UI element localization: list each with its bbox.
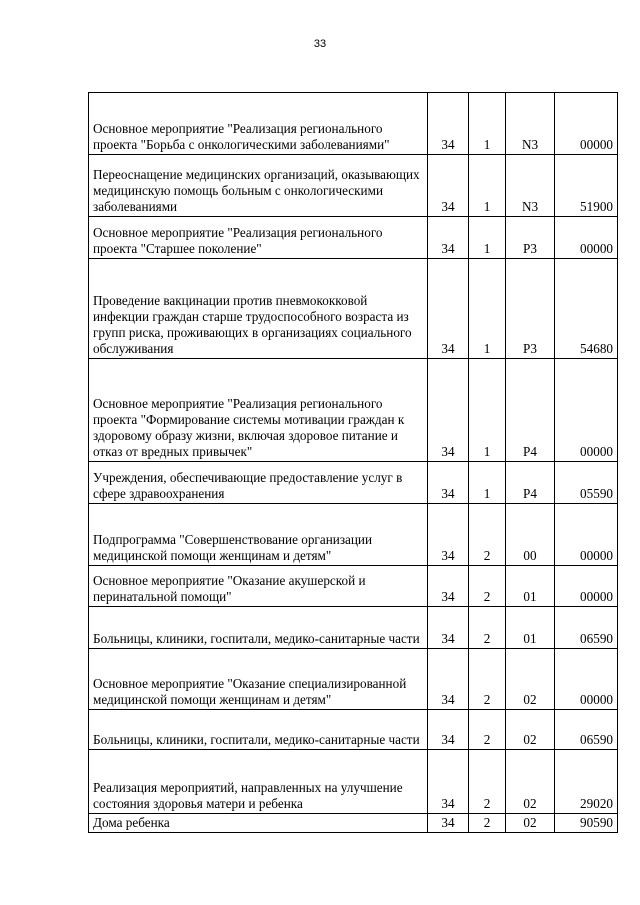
cell-code-1: 34	[428, 359, 469, 462]
cell-code-1: 34	[428, 649, 469, 710]
table-row	[89, 814, 618, 833]
cell-code-1: 34	[428, 750, 469, 814]
cell-code-3: 02	[506, 710, 555, 750]
row-name: Переоснащение медицинских организаций, оказывающих медицинскую помощь больным с онкологическими заболеваниями	[89, 155, 428, 217]
cell-code-1: 34	[428, 607, 469, 649]
row-name: Основное мероприятие "Реализация регионального проекта "Борьба с онкологическими заболеваниями"	[89, 93, 428, 155]
cell-code-4: 05590	[555, 462, 618, 504]
cell-code-1: 34	[428, 814, 469, 833]
cell-code-4: 29020	[555, 750, 618, 814]
row-name: Основное мероприятие "Реализация регионального проекта "Старшее поколение"	[89, 217, 428, 259]
row-name: Больницы, клиники, госпитали, медико-санитарные части	[89, 710, 428, 750]
cell-code-3: 02	[506, 750, 555, 814]
cell-code-2: 2	[469, 750, 506, 814]
table-row	[89, 259, 618, 359]
cell-code-4: 00000	[555, 566, 618, 607]
row-name: Дома ребенка	[89, 814, 428, 833]
cell-code-2: 1	[469, 155, 506, 217]
cell-code-3: 01	[506, 607, 555, 649]
cell-code-4: 51900	[555, 155, 618, 217]
table-row	[89, 359, 618, 462]
row-name: Проведение вакцинации против пневмококковой инфекции граждан старше трудоспособного возраста из групп риска, проживающих в организациях социального обслуживания	[89, 259, 428, 359]
cell-code-3: 00	[506, 504, 555, 566]
cell-code-1: 34	[428, 462, 469, 504]
cell-code-2: 2	[469, 504, 506, 566]
cell-code-3: N3	[506, 93, 555, 155]
row-name: Основное мероприятие "Оказание специализированной медицинской помощи женщинам и детям"	[89, 649, 428, 710]
cell-code-1: 34	[428, 155, 469, 217]
cell-code-2: 2	[469, 566, 506, 607]
cell-code-3: P3	[506, 259, 555, 359]
cell-code-2: 1	[469, 359, 506, 462]
cell-code-4: 00000	[555, 93, 618, 155]
cell-code-4: 54680	[555, 259, 618, 359]
cell-code-1: 34	[428, 93, 469, 155]
cell-code-2: 2	[469, 814, 506, 833]
cell-code-2: 2	[469, 710, 506, 750]
row-name: Подпрограмма "Совершенствование организации медицинской помощи женщинам и детям"	[89, 504, 428, 566]
table-row	[89, 155, 618, 217]
row-name: Основное мероприятие "Реализация регионального проекта "Формирование системы мотивации граждан к здоровому образу жизни, включая здоровое питание и отказ от вредных привычек"	[89, 359, 428, 462]
row-name: Реализация мероприятий, направленных на улучшение состояния здоровья матери и ребенка	[89, 750, 428, 814]
cell-code-2: 1	[469, 462, 506, 504]
table-row	[89, 710, 618, 750]
cell-code-4: 90590	[555, 814, 618, 833]
cell-code-2: 2	[469, 649, 506, 710]
cell-code-4: 00000	[555, 359, 618, 462]
table-row	[89, 93, 618, 155]
cell-code-4: 00000	[555, 504, 618, 566]
cell-code-2: 1	[469, 93, 506, 155]
row-name: Основное мероприятие "Оказание акушерской и перинатальной помощи"	[89, 566, 428, 607]
table-row	[89, 607, 618, 649]
table-row	[89, 462, 618, 504]
cell-code-4: 06590	[555, 710, 618, 750]
cell-code-4: 00000	[555, 649, 618, 710]
table-row	[89, 217, 618, 259]
cell-code-3: 01	[506, 566, 555, 607]
table-row	[89, 750, 618, 814]
table-row	[89, 649, 618, 710]
cell-code-3: P4	[506, 359, 555, 462]
row-name: Учреждения, обеспечивающие предоставление услуг в сфере здравоохранения	[89, 462, 428, 504]
cell-code-2: 1	[469, 217, 506, 259]
cell-code-1: 34	[428, 217, 469, 259]
table-row	[89, 504, 618, 566]
cell-code-4: 06590	[555, 607, 618, 649]
cell-code-1: 34	[428, 566, 469, 607]
cell-code-3: P3	[506, 217, 555, 259]
cell-code-3: P4	[506, 462, 555, 504]
row-name: Больницы, клиники, госпитали, медико-санитарные части	[89, 607, 428, 649]
cell-code-4: 00000	[555, 217, 618, 259]
cell-code-1: 34	[428, 710, 469, 750]
cell-code-1: 34	[428, 504, 469, 566]
cell-code-3: 02	[506, 814, 555, 833]
table-row	[89, 566, 618, 607]
cell-code-2: 1	[469, 259, 506, 359]
cell-code-3: N3	[506, 155, 555, 217]
cell-code-1: 34	[428, 259, 469, 359]
budget-classification-table	[88, 92, 618, 833]
page-number: 33	[313, 38, 327, 50]
cell-code-2: 2	[469, 607, 506, 649]
cell-code-3: 02	[506, 649, 555, 710]
